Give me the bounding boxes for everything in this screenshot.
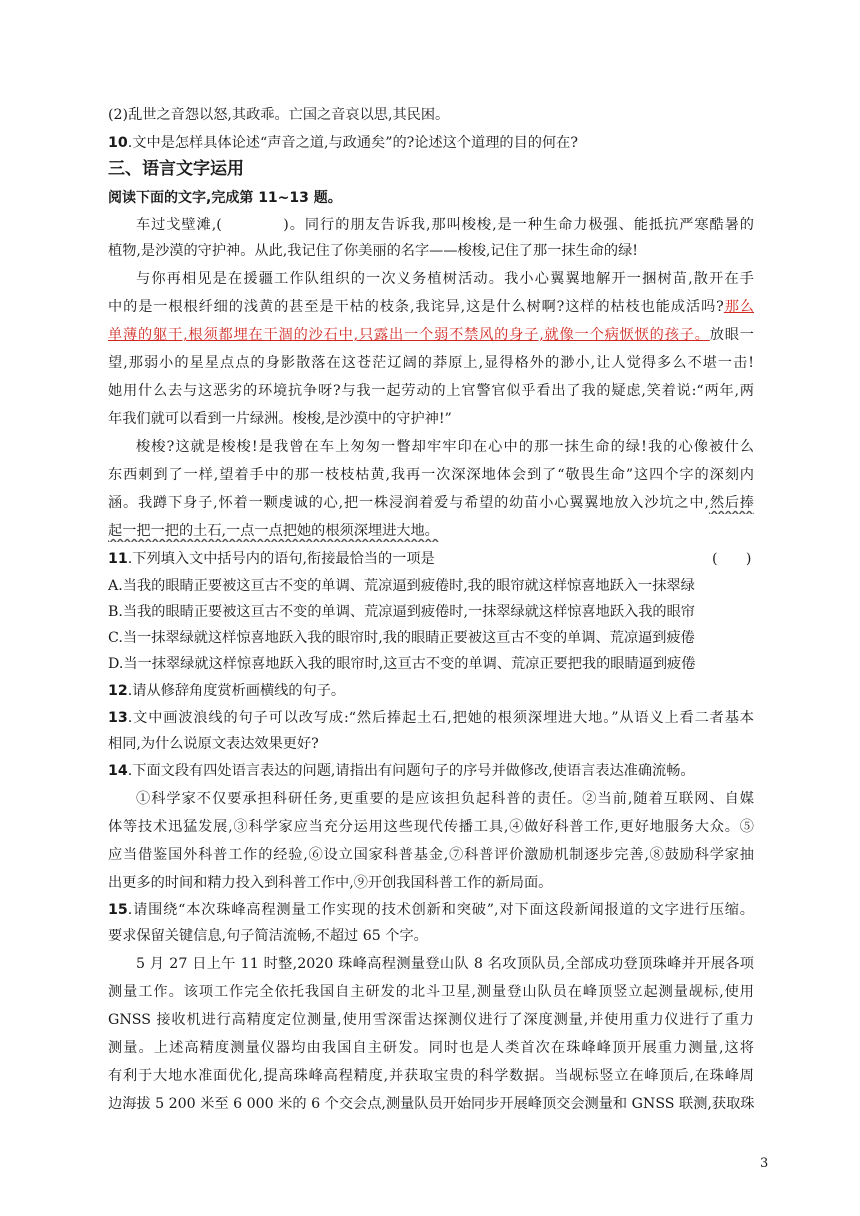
wavy-sentence: 然后捧	[708, 495, 754, 511]
answer-parentheses: ( )	[712, 551, 752, 567]
passage-line: 梭梭?这就是梭梭!是我曾在车上匆匆一瞥却牢牢印在心中的那一抹生命的绿!我的心像被什么	[136, 439, 754, 455]
question-text: .下列填入文中括号内的语句,衔接最恰当的一项是	[127, 551, 435, 567]
q9-item-2: (2)乱世之音怨以怒,其政乖。亡国之音哀以思,其民困。	[108, 107, 450, 123]
question-number: 14	[108, 763, 128, 779]
option-d: D.当一抹翠绿就这样惊喜地跃入我的眼帘时,这亘古不变的单调、荒凉正要把我的眼睛逼到疲倦	[108, 656, 696, 672]
q14-passage-line: 应当借鉴国外科普工作的经验,⑥设立国家科普基金,⑦科普评价激励机制逐步完善,⑧鼓励科学家抽	[108, 847, 754, 863]
underlined-sentence: 单薄的躯干,根须都埋在干涸的沙石中,只露出一个弱不禁风的身子,就像一个病恹恹的孩子。	[108, 327, 710, 343]
passage-line: 东西刺到了一样,望着手中的那一枝枝枯黄,我再一次深深地体会到了“敬畏生命”这四个字的深刻内	[108, 467, 754, 483]
passage-line	[108, 296, 754, 318]
question-text: .请围绕“本次珠峰高程测量工作实现的技术创新和突破”,对下面这段新闻报道的文字进行压缩。	[127, 902, 754, 918]
passage-line: 车过戈壁滩,( )。同行的朋友告诉我,那叫梭梭,是一种生命力极强、能抵抗严寒酷暑的	[136, 217, 754, 233]
passage-line: 与你再相见是在援疆工作队组织的一次义务植树活动。我小心翼翼地解开一捆树苗,散开在手	[136, 271, 754, 287]
wavy-sentence: 起一把一把的土石,一点一点把她的根须深埋进大地。	[108, 523, 439, 539]
passage-line: 年我们就可以看到一片绿洲。梭梭,是沙漠中的守护神!”	[108, 411, 452, 427]
news-line: 边海拔 5 200 米至 6 000 米的 6 个交会点,测量队员开始同步开展峰顶交会测量和 GNSS 联测,获取珠	[108, 1096, 754, 1112]
q14-passage-line: 体等技术迅猛发展,③科学家应当充分运用这些现代传播工具,④做好科普工作,更好地服务大众。⑤	[108, 819, 754, 835]
question-11	[108, 548, 758, 570]
question-13-cont: 相同,为什么说原文表达效果更好?	[108, 736, 319, 752]
question-text: .文中画波浪线的句子可以改写成:“然后捧起土石,把她的根须深埋进大地。”从语义上看二者基本	[127, 710, 754, 726]
passage-text: 中的是一根根纤细的浅黄的甚至是干枯的枝条,我诧异,这是什么树啊?这样的枯枝也能成活吗?	[108, 299, 724, 315]
underlined-sentence: 那么	[723, 299, 754, 315]
question-15	[108, 899, 754, 921]
question-text: .请从修辞角度赏析画横线的句子。	[127, 683, 346, 699]
passage-line: 望,那弱小的星星点点的身影散落在这苍茫辽阔的莽原上,显得格外的渺小,让人觉得多么不堪一击!	[108, 355, 754, 371]
passage-line: 植物,是沙漠的守护神。从此,我记住了你美丽的名字——梭梭,记住了那一抹生命的绿!	[108, 243, 638, 259]
option-b: B.当我的眼睛正要被这亘古不变的单调、荒凉逼到疲倦时,一抹翠绿就这样惊喜地跃入我的眼帘	[108, 604, 695, 620]
q14-passage-line: 出更多的时间和精力投入到科普工作中,⑨开创我国科普工作的新局面。	[108, 875, 553, 891]
question-text: .文中是怎样具体论述“声音之道,与政通矣”的?论述这个道理的目的何在?	[127, 135, 578, 151]
question-number: 15	[108, 902, 128, 918]
passage-text: 放眼一	[709, 327, 754, 343]
news-line: 5 月 27 日上午 11 时整,2020 珠峰高程测量登山队 8 名攻顶队员,全部成功登顶珠峰并开展各项	[136, 956, 754, 972]
news-line: 有利于大地水准面优化,提高珠峰高程精度,并获取宝贵的科学数据。当觇标竖立在峰顶后,在珠峰周	[108, 1068, 754, 1084]
reading-instruction: 阅读下面的文字,完成第 11~13 题。	[108, 190, 342, 206]
passage-line: 她用什么去与这恶劣的环境抗争呀?与我一起劳动的上官警官似乎看出了我的疑虑,笑着说:“两年,两	[108, 383, 754, 399]
section-title: 三、语言文字运用	[108, 159, 244, 179]
question-10	[108, 132, 754, 154]
question-15-cont: 要求保留关键信息,句子简洁流畅,不超过 65 个字。	[108, 928, 428, 944]
page-number: 3	[760, 1156, 769, 1171]
news-line: GNSS 接收机进行高精度定位测量,使用雪深雷达探测仪进行了深度测量,并使用重力仪进行了重力	[108, 1012, 754, 1028]
question-number: 11	[108, 551, 128, 567]
question-13	[108, 707, 754, 729]
question-text: .下面文段有四处语言表达的问题,请指出有问题句子的序号并做修改,使语言表达准确流畅。	[127, 763, 695, 779]
q14-passage-line: ①科学家不仅要承担科研任务,更重要的是应该担负起科普的责任。②当前,随着互联网、自媒	[136, 791, 754, 807]
passage-line	[108, 520, 754, 542]
passage-line	[108, 492, 754, 514]
option-a: A.当我的眼睛正要被这亘古不变的单调、荒凉逼到疲倦时,我的眼帘就这样惊喜地跃入一抹翠绿	[108, 578, 695, 594]
question-14	[108, 760, 754, 782]
question-number: 10	[108, 135, 128, 151]
passage-text: 涵。我蹲下身子,怀着一颗虔诚的心,把一株浸润着爱与希望的幼苗小心翼翼地放入沙坑之中,	[108, 495, 709, 511]
question-12	[108, 680, 754, 702]
passage-line	[108, 324, 754, 346]
option-c: C.当一抹翠绿就这样惊喜地跃入我的眼帘时,我的眼睛正要被这亘古不变的单调、荒凉逼到疲倦	[108, 630, 695, 646]
news-line: 测量。上述高精度测量仪器均由我国自主研发。同时也是人类首次在珠峰峰顶开展重力测量,这将	[108, 1040, 754, 1056]
question-number: 13	[108, 710, 128, 726]
news-line: 测量工作。该项工作完全依托我国自主研发的北斗卫星,测量登山队员在峰顶竖立起测量觇标,使用	[108, 984, 754, 1000]
question-number: 12	[108, 683, 128, 699]
